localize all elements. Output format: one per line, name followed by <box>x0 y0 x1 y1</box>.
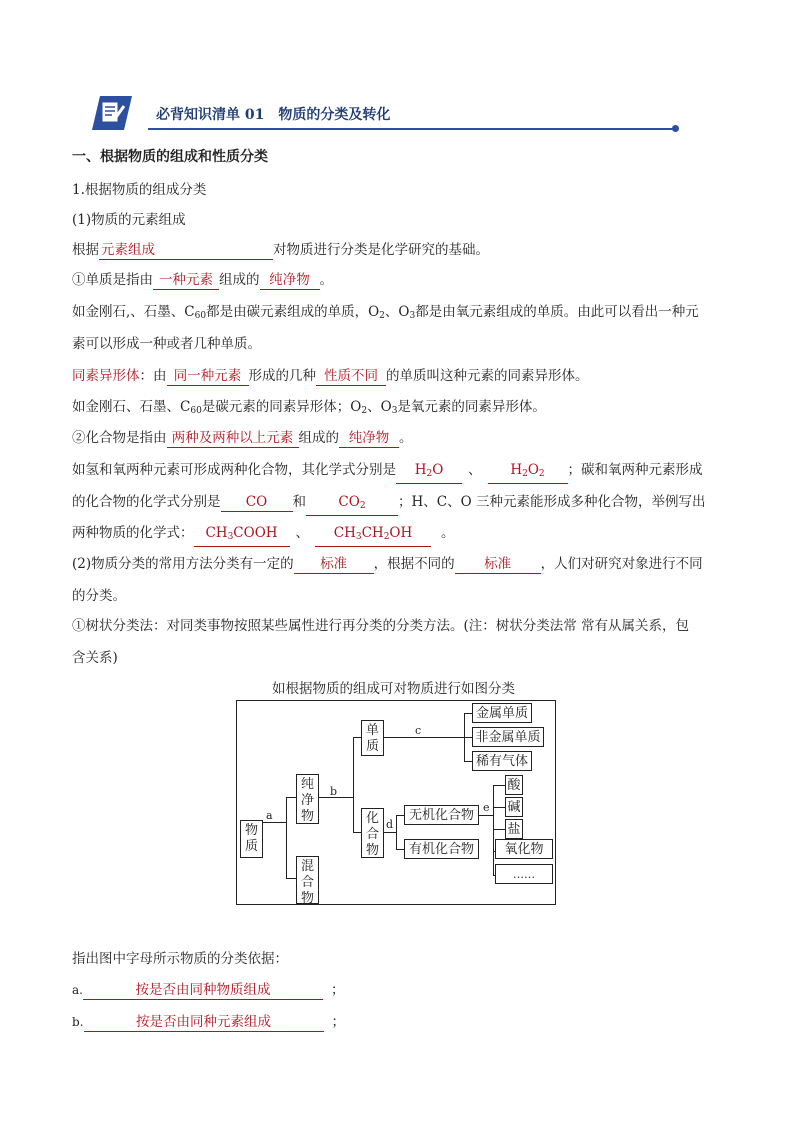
node-inorganic-compound: 无机化合物 <box>404 805 479 825</box>
node-nonmetal-element: 非金属单质 <box>472 727 544 747</box>
node-more: …… <box>495 864 553 884</box>
method-line: (2)物质分类的常用方法分类有一定的 标准 ，根据不同的 标准 ，人们对研究对象进行不同 <box>72 556 703 572</box>
diagram-caption: 如根据物质的组成可对物质进行如图分类 <box>272 681 515 697</box>
title-underline-dot <box>672 125 679 132</box>
answer-blank: 标准 <box>294 556 374 574</box>
edge-label-e: e <box>483 801 490 814</box>
example-line: 如金刚石、石墨、$C_{60}$是碳元素的同素异形体；$O_2$、$O_3$是氧元素的同素异形体。 <box>72 399 546 416</box>
node-mixture: 混合物 <box>296 856 319 904</box>
node-salt: 盐 <box>505 819 523 839</box>
node-pure-substance: 纯净物 <box>296 774 319 824</box>
answer-blank: $H_2O_2$ <box>488 462 568 484</box>
node-organic-compound: 有机化合物 <box>404 839 479 859</box>
tree-method-line: ①树状分类法：对同类事物按照某些属性进行再分类的分类方法。(注：树状分类法常 常有从属关系，包 <box>72 618 690 634</box>
connector <box>493 785 505 786</box>
compound-line: ②化合物是指由 两种及两种以上元素 组成的 纯净物 。 <box>72 430 413 446</box>
example-line: 如金刚石,、石墨、$C_{60}$都是由碳元素组成的单质，$O_2$、$O_3$都是由氧元素组成的单质。由此可以看出一种元 <box>72 304 699 321</box>
node-compound: 化合物 <box>361 808 384 858</box>
node-base: 碱 <box>505 797 523 817</box>
edge-label-c: c <box>415 724 422 737</box>
answer-line-a: a. 按是否由同种物质组成 ； <box>72 982 345 998</box>
connector <box>384 832 396 833</box>
subheading: 1.根据物质的组成分类 <box>72 182 207 198</box>
node-oxide: 氧化物 <box>495 839 553 859</box>
title-underline <box>148 128 674 130</box>
tree-method-line: 含关系) <box>72 650 118 666</box>
connector <box>493 785 494 875</box>
classification-diagram <box>236 700 556 905</box>
connector <box>396 815 404 816</box>
answer-blank: 纯净物 <box>260 272 320 290</box>
edge-label-d: d <box>386 818 394 831</box>
connector <box>493 829 505 830</box>
answer-blank: 同一种元素 <box>167 368 249 386</box>
section-heading: 一、根据物质的组成和性质分类 <box>72 149 268 165</box>
formula-line: 两种物质的化学式： $CH_3COOH$ 、 $CH_3CH_2OH$ 。 <box>72 521 455 547</box>
page-title: 必背知识清单 01 物质的分类及转化 <box>156 107 391 123</box>
node-element: 单质 <box>361 720 384 756</box>
connector <box>353 737 354 833</box>
connector <box>464 761 472 762</box>
connector <box>464 713 472 714</box>
answer-blank: 两种及两种以上元素 <box>167 430 299 448</box>
answer-blank: 一种元素 <box>153 272 219 290</box>
allotrope-line: 同素异形体：由 同一种元素 形成的几种 性质不同 的单质叫这种元素的同素异形体。 <box>72 368 589 384</box>
connector <box>396 815 397 849</box>
answer-blank: $H_2O$ <box>396 462 462 484</box>
notepad-pen-icon <box>88 96 132 130</box>
answer-blank: 标准 <box>455 556 541 574</box>
question-title: 指出图中字母所示物质的分类依据： <box>72 951 288 967</box>
example-line: 素可以形成一种或者几种单质。 <box>72 336 261 352</box>
node-noble-gas: 稀有气体 <box>472 751 532 771</box>
formula-line: 的化合物的化学式分别是 CO 和 $CO_2$ ；H、C、O 三种元素能形成多种化合物，举例写出 <box>72 490 705 516</box>
answer-blank: 纯净物 <box>339 430 399 448</box>
connector <box>353 737 361 738</box>
connector <box>286 797 287 878</box>
node-acid: 酸 <box>505 775 523 795</box>
node-metal-element: 金属单质 <box>472 703 532 723</box>
edge-label-b: b <box>330 785 338 798</box>
answer-blank: $CH_3COOH$ <box>194 525 290 547</box>
connector <box>286 797 296 798</box>
answer-blank: $CH_3CH_2OH$ <box>315 525 431 547</box>
answer-blank: $CO_2$ <box>306 494 398 516</box>
answer-blank: CO <box>221 494 293 512</box>
answer-blank: 按是否由同种物质组成 <box>83 982 323 1000</box>
answer-line-b: b. 按是否由同种元素组成 ； <box>72 1014 345 1030</box>
simple-substance-line: ①单质是指由 一种元素 组成的 纯净物 。 <box>72 272 333 288</box>
edge-label-a: a <box>266 809 273 822</box>
formula-line: 如氢和氧两种元素可形成两种化合物，其化学式分别是 $H_2O$ 、 $H_2O_2$ ；碳和氧两种元素形成 <box>72 458 703 484</box>
answer-blank: 元素组成 <box>99 242 273 260</box>
connector <box>396 849 404 850</box>
connector <box>464 737 472 738</box>
connector <box>479 815 493 816</box>
subheading: (1)物质的元素组成 <box>72 212 186 228</box>
node-substance: 物质 <box>240 820 263 858</box>
basis-line: 根据 元素组成 对物质进行分类是化学研究的基础。 <box>72 242 489 258</box>
method-line: 的分类。 <box>72 588 126 604</box>
term: 同素异形体 <box>72 368 140 384</box>
answer-blank: 性质不同 <box>316 368 386 386</box>
connector <box>493 807 505 808</box>
connector <box>286 878 296 879</box>
connector <box>384 737 464 738</box>
connector <box>262 822 286 823</box>
answer-blank: 按是否由同种元素组成 <box>84 1014 324 1032</box>
connector <box>353 832 361 833</box>
